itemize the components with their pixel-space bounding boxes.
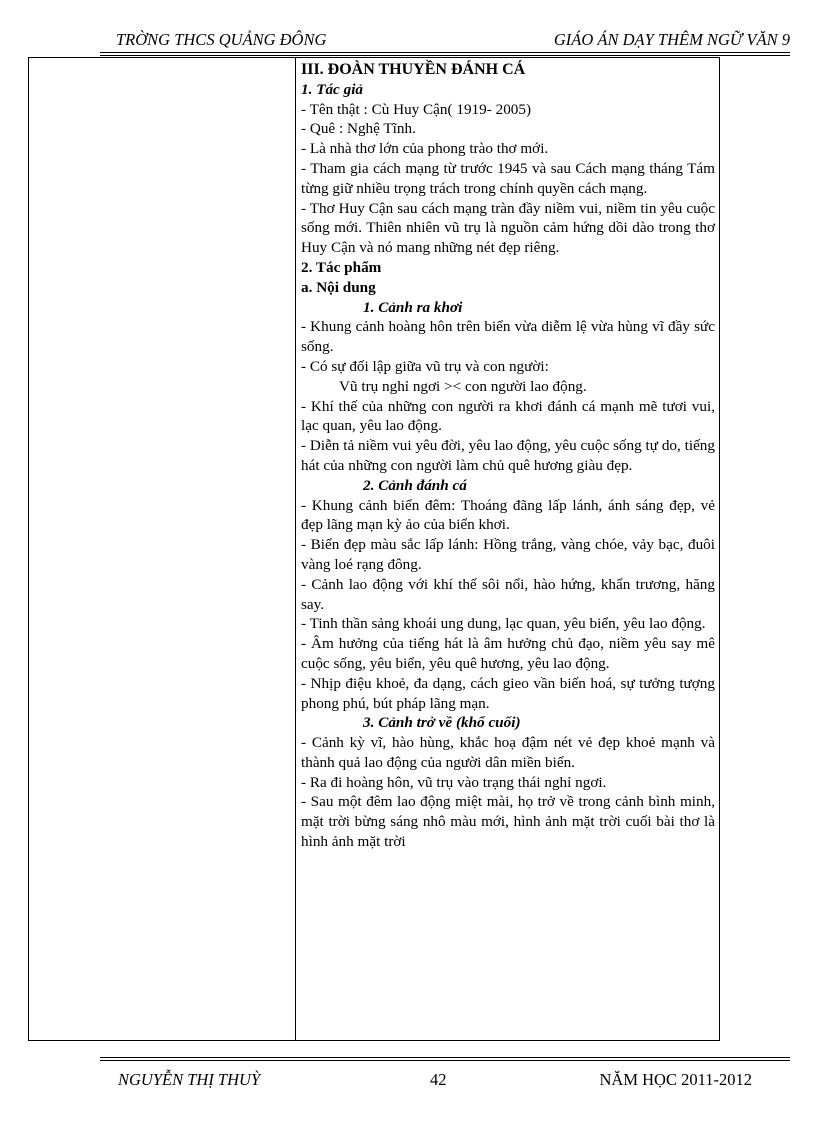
work-heading: 2. Tác phẩm	[301, 258, 382, 276]
list-item: - Cảnh kỳ vĩ, hào hùng, khắc hoạ đậm nét vẻ đẹp khoẻ mạnh và thành quả lao động của người dân miền biển.	[301, 734, 715, 771]
header-rule	[100, 52, 790, 53]
footer-rule	[100, 1057, 790, 1058]
school-name: TRỜNG THCS QUẢNG ĐÔNG	[116, 30, 327, 49]
contrast-line: Vũ trụ nghỉ ngơi >< con người lao động.	[339, 377, 587, 395]
header-rule-2	[100, 55, 790, 56]
list-item: - Khí thế của những con người ra khơi đánh cá mạnh mẽ tươi vui, lạc quan, yêu lao động.	[301, 397, 715, 435]
list-item: - Khung cảnh hoàng hôn trên biển vừa diễm lệ vừa hùng vĩ đầy sức sống.	[301, 318, 715, 356]
list-item: - Tên thật : Cù Huy Cận( 1919- 2005)	[301, 100, 532, 118]
school-year: NĂM HỌC 2011-2012	[599, 1070, 752, 1089]
page-number: 42	[430, 1070, 447, 1089]
part3-heading: 3. Cảnh trở về (khổ cuối)	[363, 714, 521, 732]
lesson-table	[28, 57, 720, 1041]
content-heading: a. Nội dung	[301, 278, 376, 296]
list-item: - Tinh thần sảng khoái ung dung, lạc quan, yêu biển, yêu lao động.	[301, 615, 706, 633]
list-item: - Quê : Nghệ Tĩnh.	[301, 120, 416, 138]
author-name: NGUYỄN THỊ THUỲ	[118, 1070, 261, 1089]
list-item: - Cảnh lao động với khí thế sôi nổi, hào hứng, khẩn trương, hăng say.	[301, 575, 715, 613]
list-item: - Là nhà thơ lớn của phong trào thơ mới.	[301, 140, 549, 158]
list-item: - Biển đẹp màu sắc lấp lánh: Hồng trắng, vàng chóe, vảy bạc, đuôi vàng loé rạng đông.	[301, 536, 715, 573]
column-divider	[295, 58, 296, 1040]
list-item: - Thơ Huy Cận sau cách mạng tràn đầy niềm vui, niềm tin yêu cuộc sống mới. Thiên nhiên vũ trụ là nguồn cảm hứng dồi dào trong thơ Huy Cận và nó mang những nét đẹp riêng.	[301, 199, 715, 257]
list-item: - Sau một đêm lao động miệt mài, họ trở về trong cảnh bình minh, mặt trời bừng sáng nhô màu mới, hình ảnh mặt trời cuối bài thơ là hình ảnh mặt trời	[301, 793, 715, 851]
lesson-content	[301, 60, 715, 852]
list-item: - Có sự đối lập giữa vũ trụ và con người:	[301, 357, 549, 375]
footer-rule-2	[100, 1060, 790, 1061]
list-item: - Âm hưởng của tiếng hát là âm hưởng chủ đạo, niềm yêu say mê cuộc sống, yêu biển, yêu quê hương, yêu lao động.	[301, 635, 715, 672]
section-title: III. ĐOÀN THUYỀN ĐÁNH CÁ	[301, 61, 526, 78]
list-item: - Tham gia cách mạng từ trước 1945 và sau Cách mạng tháng Tám từng giữ nhiều trọng trách trong chính quyền cách mạng.	[301, 159, 715, 197]
page-footer	[100, 1070, 790, 1094]
list-item: - Ra đi hoàng hôn, vũ trụ vào trạng thái nghỉ ngơi.	[301, 773, 607, 791]
list-item: - Diễn tả niềm vui yêu đời, yêu lao động, yêu cuộc sống tự do, tiếng hát của những con người làm chủ quê hương giàu đẹp.	[301, 437, 715, 474]
document-title: GIÁO ÁN DẠY THÊM NGỮ VĂN 9	[553, 30, 790, 49]
list-item: - Khung cảnh biển đêm: Thoáng đãng lấp lánh, ánh sáng đẹp, vẻ đẹp lãng mạn kỳ ảo của biển khơi.	[301, 496, 715, 534]
list-item: - Nhịp điệu khoẻ, đa dạng, cách gieo vần biến hoá, sự tưởng tượng phong phú, bút pháp lãng mạn.	[301, 674, 715, 712]
author-heading: 1. Tác giả	[301, 80, 364, 98]
part2-heading: 2. Cảnh đánh cá	[363, 476, 467, 494]
part1-heading: 1. Cảnh ra khơi	[363, 298, 463, 316]
page-header	[100, 30, 790, 52]
